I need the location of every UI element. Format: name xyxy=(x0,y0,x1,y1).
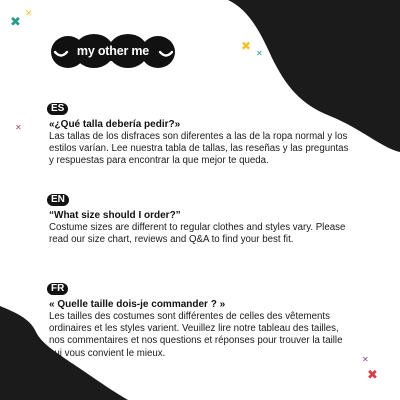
yellow-small-cross-icon: ✕ xyxy=(25,9,33,19)
section-fr xyxy=(47,278,352,360)
yellow-cross-icon: ✖ xyxy=(241,39,252,53)
language-badge-en: EN xyxy=(47,194,69,206)
red-cross-icon: ✖ xyxy=(367,368,378,383)
question-fr: « Quelle taille dois-je commander ? » xyxy=(49,299,226,310)
question-es: «¿Qué talla debería pedir?» xyxy=(49,119,181,130)
teal-small-cross-icon: ✕ xyxy=(256,49,263,58)
answer-es: Las tallas de los disfraces son diferentes a las de la ropa normal y los estilos varían. Lee nuestra tabla de tallas, las reseñas y las preguntas y respuestas para encontrar la que mejor te queda. xyxy=(49,131,349,167)
language-badge-fr: FR xyxy=(47,283,68,295)
section-en xyxy=(47,189,352,246)
section-es xyxy=(47,98,352,168)
purple-small-cross-icon: ✕ xyxy=(362,355,369,364)
question-en: “What size should I order?” xyxy=(49,210,181,221)
answer-fr: Les tailles des costumes sont différentes de celles des vêtements ordinaires et les styles varient. Veuillez lire notre tableau des tailles, nos commentaires et nos questions et réponses pour trouver la taille qui vous convient le mieux. xyxy=(49,311,343,359)
brand-logo xyxy=(50,32,176,72)
answer-en: Costume sizes are different to regular clothes and styles vary. Please read our size chart, reviews and Q&A to find your best fit. xyxy=(49,222,346,246)
language-badge-es: ES xyxy=(47,103,68,115)
red-small-cross-icon: ✕ xyxy=(15,123,22,132)
logo-text: my other me xyxy=(76,44,150,58)
teal-cross-icon: ✖ xyxy=(10,15,21,30)
